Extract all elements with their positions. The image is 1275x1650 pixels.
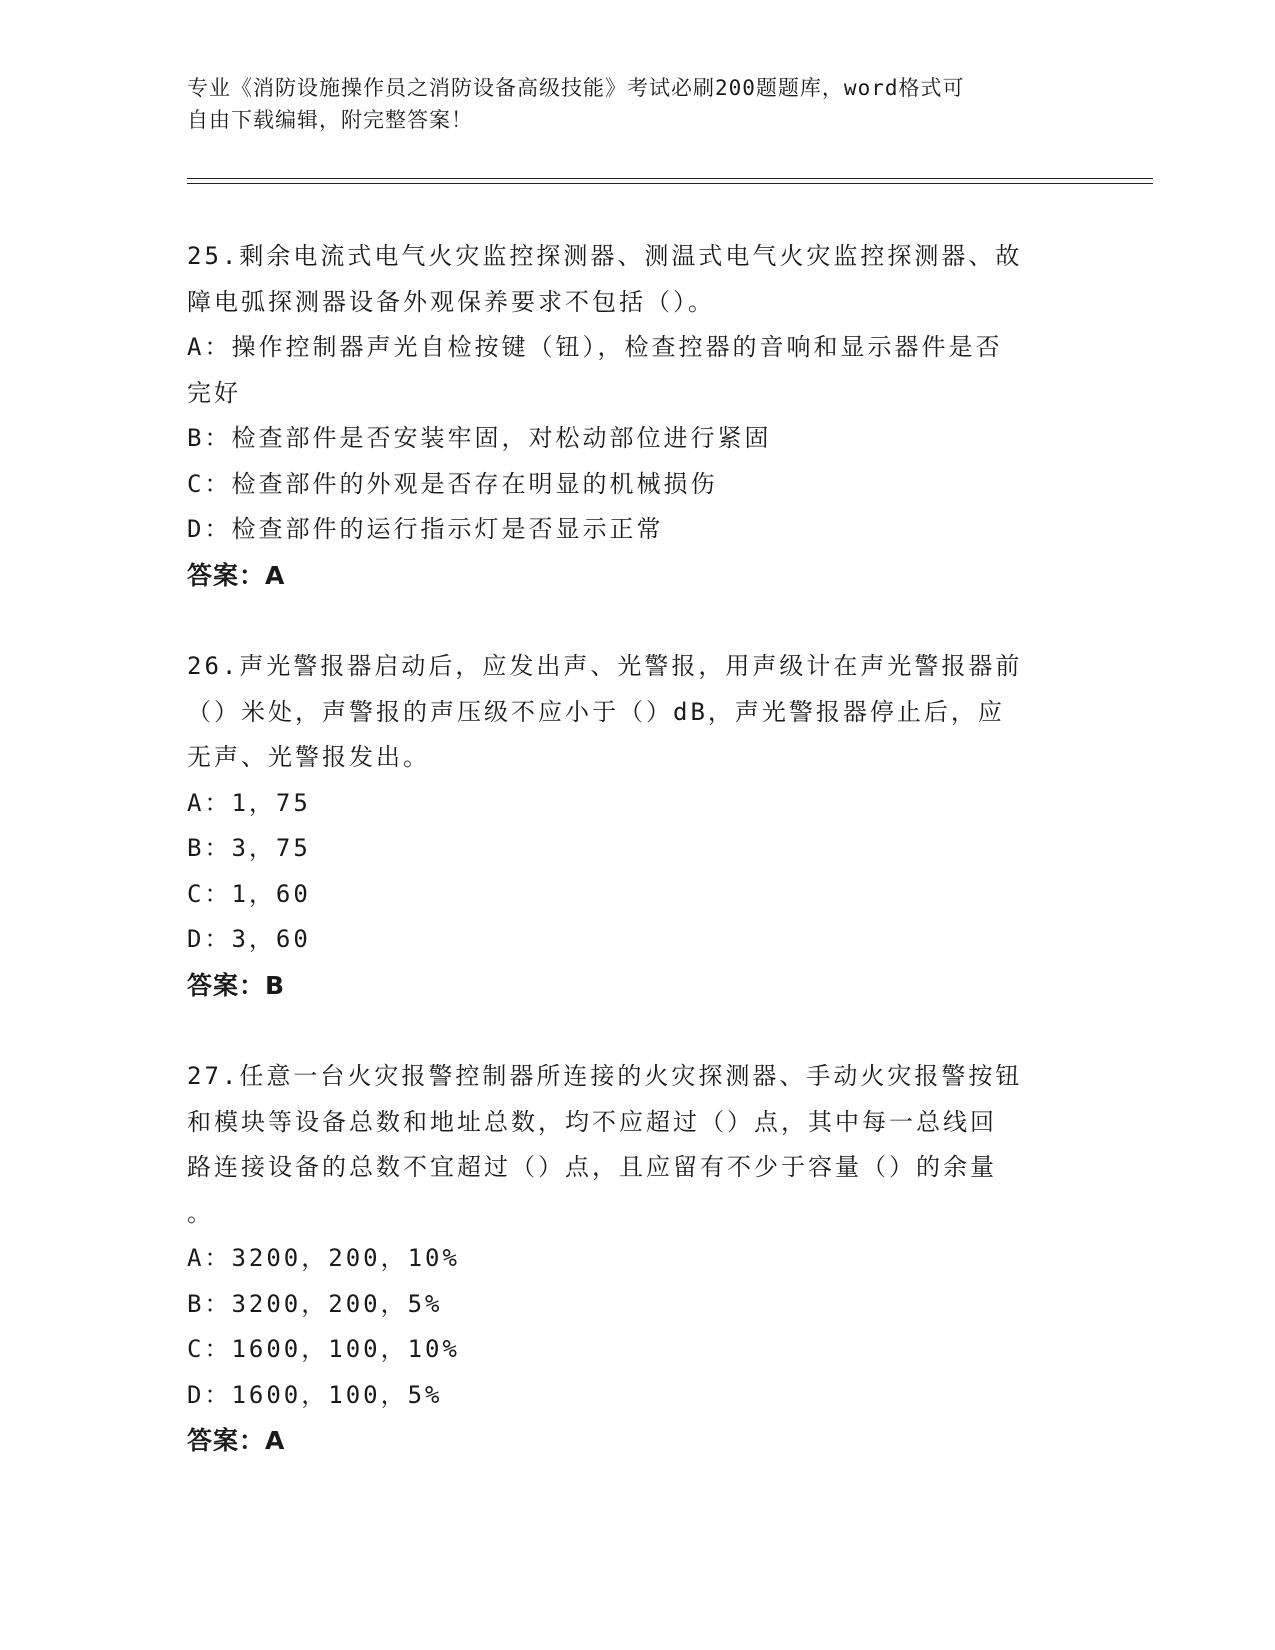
question-stem-line: 25.剩余电流式电气火灾监控探测器、测温式电气火灾监控探测器、故 xyxy=(187,242,1023,270)
question-stem-line: 。 xyxy=(187,1198,214,1227)
question-stem-line: 27.任意一台火灾报警控制器所连接的火灾探测器、手动火灾报警按钮 xyxy=(187,1062,1023,1090)
answer-label: 答案：B xyxy=(187,970,286,1000)
question-25 xyxy=(187,234,1087,598)
option-a: A：1，75 xyxy=(187,788,311,817)
option-b: B：检查部件是否安装牢固，对松动部位进行紧固 xyxy=(187,424,772,452)
option-a: A：操作控制器声光自检按键（钮），检查控器的音响和显示器件是否 xyxy=(187,333,1003,361)
option-c: C：1，60 xyxy=(187,879,311,908)
option-d: D：1600，100，5% xyxy=(187,1380,443,1409)
option-b: B：3，75 xyxy=(187,834,311,862)
question-stem-line: （）米处，声警报的声压级不应小于（）dB，声光警报器停止后，应 xyxy=(187,697,1005,726)
option-c: C：1600，100，10% xyxy=(187,1335,460,1363)
question-stem-line: 路连接设备的总数不宜超过（）点，且应留有不少于容量（）的余量 xyxy=(187,1153,997,1181)
question-stem-line: 26.声光警报器启动后，应发出声、光警报，用声级计在声光警报器前 xyxy=(187,652,1023,680)
option-d: D：检查部件的运行指示灯是否显示正常 xyxy=(187,515,664,543)
header-divider-top xyxy=(187,178,1153,179)
question-stem-line: 障电弧探测器设备外观保养要求不包括（）。 xyxy=(187,287,715,316)
question-stem-line: 和模块等设备总数和地址总数，均不应超过（）点，其中每一总线回 xyxy=(187,1107,997,1136)
question-26 xyxy=(187,644,1087,1008)
option-a: A：3200，200，10% xyxy=(187,1244,460,1272)
option-a-continued: 完好 xyxy=(187,378,241,407)
header-divider-bottom xyxy=(187,183,1153,184)
answer-label: 答案：A xyxy=(187,1426,286,1455)
question-27 xyxy=(187,1054,1087,1464)
option-d: D：3，60 xyxy=(187,925,311,953)
option-b: B：3200，200，5% xyxy=(187,1289,443,1318)
header-line: 自由下载编辑，附完整答案！ xyxy=(187,108,473,132)
option-c: C：检查部件的外观是否存在明显的机械损伤 xyxy=(187,469,718,498)
answer-label: 答案：A xyxy=(187,560,286,590)
header-line: 专业《消防设施操作员之消防设备高级技能》考试必刷200题题库，word格式可 xyxy=(187,76,965,100)
question-stem-line: 无声、光警报发出。 xyxy=(187,743,430,771)
document-header xyxy=(187,72,1067,136)
